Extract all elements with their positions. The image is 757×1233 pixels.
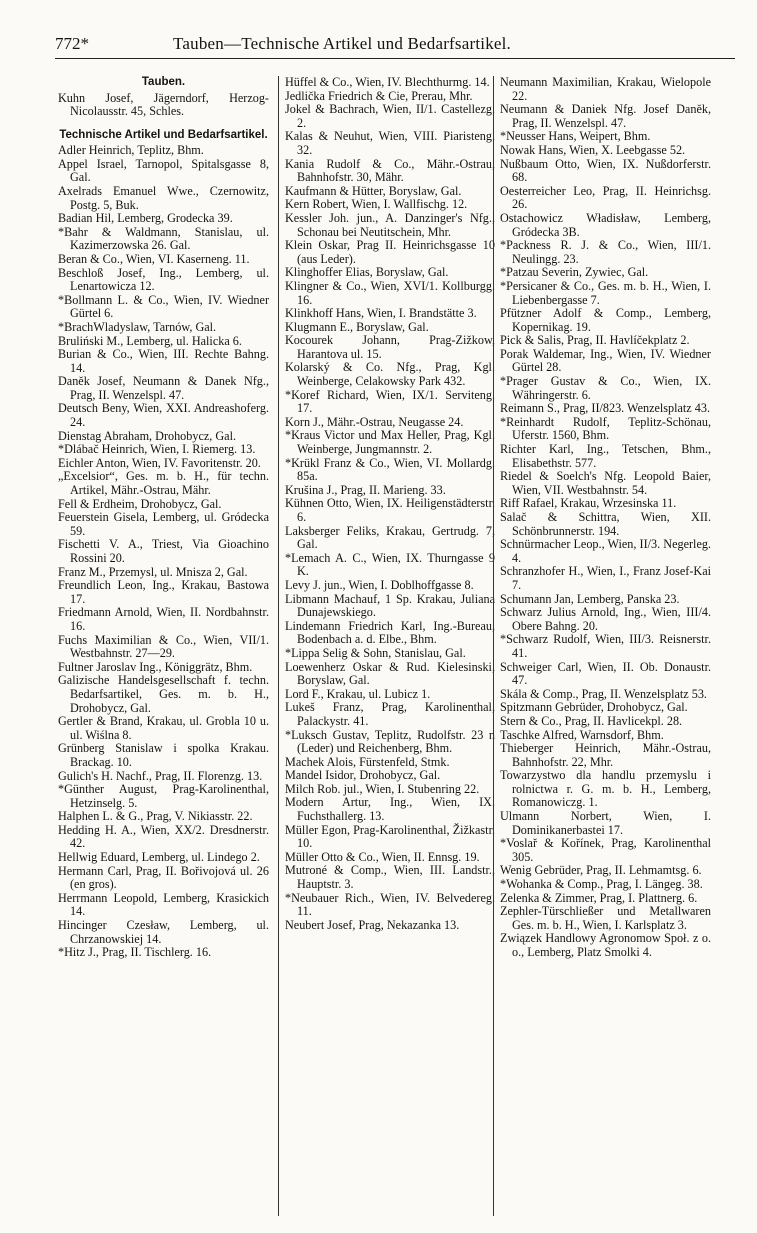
directory-entry: Appel Israel, Tarnopol, Spitalsgasse 8, Gal. xyxy=(58,156,269,185)
directory-entry: Kaufmann & Hütter, Boryslaw, Gal. xyxy=(285,183,462,198)
directory-entry: Axelrads Emanuel Wwe., Czernowitz, Postg. 5, Buk. xyxy=(58,183,269,212)
column-right xyxy=(493,76,711,1216)
directory-entry: Adler Heinrich, Teplitz, Bhm. xyxy=(58,143,204,158)
page-header xyxy=(55,34,735,59)
directory-entry: *Schwarz Rudolf, Wien, III/3. Reisnerstr. 41. xyxy=(500,632,711,660)
directory-entry: Klinghoffer Elias, Boryslaw, Gal. xyxy=(285,265,449,280)
directory-entry: Jokel & Bachrach, Wien, II/1. Castellezg. 2. xyxy=(285,102,495,130)
directory-entry: Reimann S., Prag, II/823. Wenzelsplatz 43. xyxy=(500,401,711,416)
directory-entry: Pick & Salis, Prag, II. Havlíčekplatz 2. xyxy=(500,333,690,348)
directory-entry: Kessler Joh. jun., A. Danzinger's Nfg., Schonau bei Neutitschein, Mhr. xyxy=(285,210,495,239)
directory-entry: *Lemach A. C., Wien, IX. Thurngasse 9 K. xyxy=(285,550,495,579)
directory-entry: Lord F., Krakau, ul. Lubicz 1. xyxy=(285,686,431,701)
directory-entry: Taschke Alfred, Warnsdorf, Bhm. xyxy=(500,727,664,742)
directory-entry: Friedmann Arnold, Wien, II. Nordbahnstr. 16. xyxy=(58,605,269,633)
section-heading: Tauben. xyxy=(141,76,186,88)
directory-entry: Nowak Hans, Wien, X. Leebgasse 52. xyxy=(500,142,686,157)
directory-entry: Porak Waldemar, Ing., Wien, IV. Wiedner Gürtel 28. xyxy=(500,346,711,375)
directory-entry: *Neusser Hans, Weipert, Bhm. xyxy=(500,129,651,144)
directory-entry: Zelenka & Zimmer, Prag, I. Plattnerg. 6. xyxy=(500,890,698,905)
directory-entry: Nußbaum Otto, Wien, IX. Nußdorferstr. 68. xyxy=(500,156,711,185)
directory-entry: Spitzmann Gebrüder, Drohobycz, Gal. xyxy=(500,700,688,715)
directory-entry: „Excelsior“, Ges. m. b. H., für techn. Artikel, Mähr.-Ostrau, Mähr. xyxy=(58,469,269,498)
directory-entry: Krušina J., Prag, II. Marieng. 33. xyxy=(285,482,446,497)
directory-entry: Gulich's H. Nachf., Prag, II. Florenzg. 13. xyxy=(58,768,263,783)
directory-entry: *Krükl Franz & Co., Wien, VI. Mollardg. 85a. xyxy=(285,455,495,484)
directory-entry: Neumann Maximilian, Krakau, Wielopole 22. xyxy=(500,76,711,103)
directory-entry: Wenig Gebrüder, Prag, II. Lehmamtsg. 6. xyxy=(500,863,702,878)
directory-entry: Klein Oskar, Prag II. Heinrichsgasse 10 (aus Leder). xyxy=(285,238,495,266)
directory-entry: Lindemann Friedrich Karl, Ing.-Bureau, Bodenbach a. d. Elbe., Bhm. xyxy=(285,618,495,647)
column-left xyxy=(58,76,269,1216)
directory-entry: Beschloß Josef, Ing., Lemberg, ul. Lenartowicza 12. xyxy=(58,265,269,294)
directory-entry: Schnürmacher Leop., Wien, II/3. Negerleg. 4. xyxy=(500,537,711,565)
directory-entry: Mandel Isidor, Drohobycz, Gal. xyxy=(285,768,441,783)
page-number: 772* xyxy=(55,34,89,53)
directory-entry: *Dlábač Heinrich, Wien, I. Riemerg. 13. xyxy=(58,442,256,457)
directory-entry: *Prager Gustav & Co., Wien, IX. Währingerstr. 6. xyxy=(500,374,711,402)
directory-entry: Beran & Co., Wien, VI. Kaserneng. 11. xyxy=(58,251,250,266)
directory-entry: Lukeš Franz, Prag, Karolinenthal, Palackystr. 41. xyxy=(285,700,495,728)
directory-entry: Laksberger Feliks, Krakau, Gertrudg. 7, Gal. xyxy=(285,523,495,552)
directory-entry: Kocourek Johann, Prag-Zižkow, Harantova ul. 15. xyxy=(285,333,495,361)
directory-entry: Ostachowicz Władisław, Lemberg, Gródecka 3B. xyxy=(500,210,711,239)
directory-entry: Kalas & Neuhut, Wien, VIII. Piaristeng. 32. xyxy=(285,129,495,157)
section-heading: Technische Artikel und Bedarfsartikel. xyxy=(59,128,268,141)
directory-entry: Müller Egon, Prag-Karolinenthal, Žižkastr. 10. xyxy=(285,822,495,851)
directory-entry: *Lippa Selig & Sohn, Stanislau, Gal. xyxy=(285,645,466,660)
directory-entry: Fultner Jaroslav Ing., Königgrätz, Bhm. xyxy=(58,659,253,674)
directory-entry: Fell & Erdheim, Drohobycz, Gal. xyxy=(58,496,222,511)
directory-entry: Fuchs Maximilian & Co., Wien, VII/1. Westbahnstr. 27—29. xyxy=(58,632,269,661)
directory-entry: *Persicaner & Co., Ges. m. b. H., Wien, I. Liebenbergasse 7. xyxy=(500,278,711,307)
directory-entry: Müller Otto & Co., Wien, II. Ennsg. 19. xyxy=(285,849,480,864)
directory-entry: Pfützner Adolf & Comp., Lemberg, Kopernikag. 19. xyxy=(500,306,711,334)
directory-entry: Herrmann Leopold, Lemberg, Krasickich 14. xyxy=(58,890,269,919)
directory-entry: Galizische Handelsgesellschaft f. techn. Bedarfsartikel, Ges. m. b. H., Drohobycz, Gal. xyxy=(58,673,269,715)
directory-entry: Towarzystwo dla handlu przemyslu i rolnictwa r. G. m. b. H., Lemberg, Romanowiczg. 1. xyxy=(500,768,711,810)
directory-entry: Riedel & Soelch's Nfg. Leopold Baier, Wien, VII. Westbahnstr. 54. xyxy=(500,469,711,497)
directory-entry: *Günther August, Prag-Karolinenthal, Hetzinselg. 5. xyxy=(58,782,269,810)
directory-entry: Richter Karl, Ing., Tetschen, Bhm., Elisabethstr. 577. xyxy=(500,442,711,470)
directory-entry: Eichler Anton, Wien, IV. Favoritenstr. 20. xyxy=(58,455,261,470)
directory-entry: Klingner & Co., Wien, XVI/1. Kollburgg. 16. xyxy=(285,278,495,307)
directory-entry: Oesterreicher Leo, Prag, II. Heinrichsg. 26. xyxy=(500,183,711,212)
column-middle xyxy=(278,76,495,1216)
directory-entry: Thieberger Heinrich, Mähr.-Ostrau, Bahnhofstr. 22, Mhr. xyxy=(500,741,711,769)
directory-entry: *Reinhardt Rudolf, Teplitz-Schönau, Uferstr. 1560, Bhm. xyxy=(500,414,711,443)
directory-entry: Freundlich Leon, Ing., Krakau, Bastowa 17. xyxy=(58,578,269,606)
directory-entry: Jedlička Friedrich & Cie, Prerau, Mhr. xyxy=(285,88,473,103)
directory-entry: *Bollmann L. & Co., Wien, IV. Wiedner Gürtel 6. xyxy=(58,292,269,321)
directory-entry: Fischetti V. A., Triest, Via Gioachino Rossini 20. xyxy=(58,537,269,565)
directory-entry: Franz M., Przemysl, ul. Mnisza 2, Gal. xyxy=(58,564,248,579)
directory-entry: Hüffel & Co., Wien, IV. Blechthurmg. 14. xyxy=(285,76,490,89)
directory-entry: *Neubauer Rich., Wien, IV. Belvedereg. 11. xyxy=(285,890,495,919)
directory-entry: Schweiger Carl, Wien, II. Ob. Donaustr. 47. xyxy=(500,659,711,688)
directory-entry: Salač & Schittra, Wien, XII. Schönbrunnerstr. 194. xyxy=(500,510,711,538)
directory-entry: Burian & Co., Wien, III. Rechte Bahng. 14. xyxy=(58,347,269,375)
directory-entry: Machek Alois, Fürstenfeld, Stmk. xyxy=(285,754,450,769)
directory-entry: Mutroné & Comp., Wien, III. Landstr., Hauptstr. 3. xyxy=(285,863,495,892)
directory-entry: *Patzau Severin, Zywiec, Gal. xyxy=(500,265,649,280)
directory-entry: Hermann Carl, Prag, II. Bořivojová ul. 26 (en gros). xyxy=(58,863,269,892)
directory-entry: *Koref Richard, Wien, IX/1. Serviteng. 17. xyxy=(285,387,495,416)
directory-entry: Skála & Comp., Prag, II. Wenzelsplatz 53. xyxy=(500,686,707,701)
directory-entry: Milch Rob. jul., Wien, I. Stubenring 22. xyxy=(285,781,480,796)
directory-entry: Schwarz Julius Arnold, Ing., Wien, III/4. Obere Bahng. 20. xyxy=(500,605,711,633)
directory-entry: Ulmann Norbert, Wien, I. Dominikanerbastei 17. xyxy=(500,809,711,837)
directory-entry: Dienstag Abraham, Drohobycz, Gal. xyxy=(58,428,237,443)
directory-entry: Neubert Josef, Prag, Nekazanka 13. xyxy=(285,917,460,932)
directory-entry: *Bahr & Waldmann, Stanislau, ul. Kazimerzowska 26. Gal. xyxy=(58,224,269,253)
directory-entry: Gertler & Brand, Krakau, ul. Grobla 10 u. ul. Wiślna 8. xyxy=(58,714,269,742)
directory-entry: Hincinger Czesław, Lemberg, ul. Chrzanowskiej 14. xyxy=(58,918,269,946)
directory-entry: *Packness R. J. & Co., Wien, III/1. Neulingg. 23. xyxy=(500,238,711,266)
directory-entry: Hellwig Eduard, Lemberg, ul. Lindego 2. xyxy=(58,850,260,865)
directory-entry: Klugmann E., Boryslaw, Gal. xyxy=(285,319,429,334)
directory-entry: Schumann Jan, Lemberg, Panska 23. xyxy=(500,591,680,606)
directory-entry: Badian Hil, Lemberg, Grodecka 39. xyxy=(58,211,233,226)
directory-entry: *Luksch Gustav, Teplitz, Rudolfstr. 23 n (Leder) und Reichenberg, Bhm. xyxy=(285,727,495,756)
directory-entry: Modern Artur, Ing., Wien, IX. Fuchsthallerg. 13. xyxy=(285,795,495,824)
directory-entry: Kühnen Otto, Wien, IX. Heiligenstädterstr. 6. xyxy=(285,496,495,524)
running-title: Tauben—Technische Artikel und Bedarfsartikel. xyxy=(173,34,512,53)
directory-entry: Zephler-Türschließer und Metallwaren Ges. m. b. H., Wien, I. Karlsplatz 3. xyxy=(500,904,711,932)
directory-entry: *Kraus Victor und Max Heller, Prag, Kgl. Weinberge, Jungmannstr. 2. xyxy=(285,428,495,457)
directory-entry: Klinkhoff Hans, Wien, I. Brandstätte 3. xyxy=(285,306,477,321)
directory-entry: Stern & Co., Prag, II. Havlicekpl. 28. xyxy=(500,713,683,728)
directory-entry: Grünberg Stanislaw i spolka Krakau. Brackag. 10. xyxy=(58,741,269,769)
directory-entry: Związek Handlowy Agronomow Społ. z o. o., Lemberg, Platz Smolki 4. xyxy=(500,931,711,959)
directory-entry: Riff Rafael, Krakau, Wrzesinska 11. xyxy=(500,496,677,511)
directory-entry: Kern Robert, Wien, I. Wallfischg. 12. xyxy=(285,197,468,212)
directory-entry: Kolarský & Co. Nfg., Prag, Kgl. Weinberge, Celakowsky Park 432. xyxy=(285,360,495,389)
directory-entry: Neumann & Daniek Nfg. Josef Daněk, Prag, II. Wenzelspl. 47. xyxy=(500,102,711,130)
directory-entry: Levy J. jun., Wien, I. Doblhoffgasse 8. xyxy=(285,577,474,592)
directory-entry: Loewenherz Oskar & Rud. Kielesinski, Boryslaw, Gal. xyxy=(285,659,495,688)
directory-entry: Kania Rudolf & Co., Mähr.-Ostrau, Bahnhofstr. 30, Mähr. xyxy=(285,156,495,185)
directory-entry: Deutsch Beny, Wien, XXI. Andreashoferg. 24. xyxy=(58,401,269,430)
directory-entry: *Hitz J., Prag, II. Tischlerg. 16. xyxy=(58,945,212,960)
directory-entry: *Voslař & Kořínek, Prag, Karolinenthal 305. xyxy=(500,836,711,864)
directory-entry: *BrachWladyslaw, Tarnów, Gal. xyxy=(58,319,217,334)
directory-entry: Libmann Machauf, 1 Sp. Krakau, Juliana Dunajewskiego. xyxy=(285,591,495,620)
directory-entry: Korn J., Mähr.-Ostrau, Neugasse 24. xyxy=(285,414,464,429)
directory-entry: Hedding H. A., Wien, XX/2. Dresdnerstr. 42. xyxy=(58,822,269,851)
directory-entry: Schranzhofer H., Wien, I., Franz Josef-Kai 7. xyxy=(500,564,711,592)
directory-entry: Bruliński M., Lemberg, ul. Halicka 6. xyxy=(58,333,242,348)
directory-entry: Kuhn Josef, Jägerndorf, Herzog-Nicolausstr. 45, Schles. xyxy=(58,90,269,119)
directory-entry: Feuerstein Gisela, Lemberg, ul. Gródecka 59. xyxy=(58,510,269,538)
directory-entry: Halphen L. & G., Prag, V. Nikiasstr. 22. xyxy=(58,809,253,824)
directory-entry: *Wohanka & Comp., Prag, I. Längeg. 38. xyxy=(500,877,703,892)
directory-entry: Daněk Josef, Neumann & Danek Nfg., Prag, II. Wenzelspl. 47. xyxy=(58,374,269,402)
